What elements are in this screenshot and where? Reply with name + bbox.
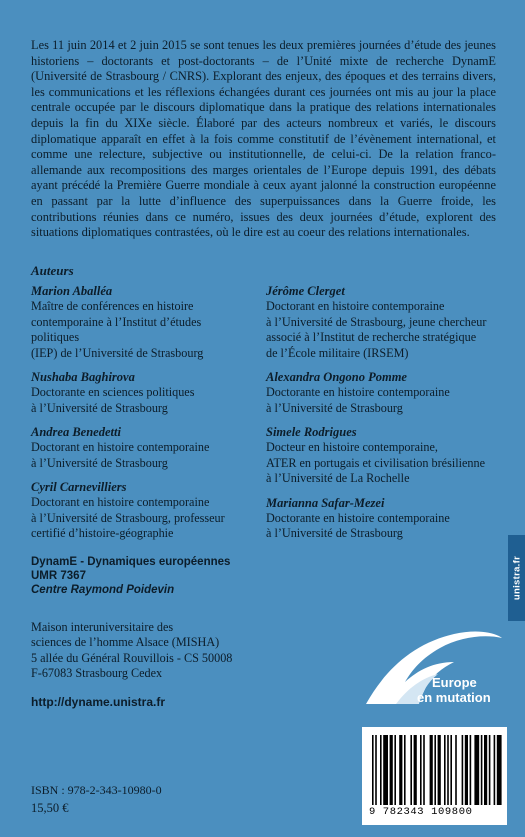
author-entry [266,424,496,487]
logo-text-en-mutation: en mutation [417,690,491,705]
address-line: 5 allée du Général Rouvillois - CS 50008 [31,650,233,665]
author-entry [31,283,251,361]
author-entry [31,369,251,416]
side-tab-label: unistra.fr [511,555,522,601]
author-description: Doctorante en sciences politiques à l’Université de Strasbourg [31,385,195,415]
author-description: Doctorant en histoire contemporaine à l’Université de Strasbourg, jeune chercheur associé à l’Institut de recherche stratégique de l’École militaire (IRSEM) [266,299,487,360]
author-name: Marion Aballéa [31,284,113,298]
author-description: Doctorante en histoire contemporaine à l’Université de Strasbourg [266,385,450,415]
author-name: Jérôme Clerget [266,284,345,298]
address-block [31,620,232,682]
author-description: Maître de conférences en histoire contemporaine à l’Institut d’études politiques (IEP) de l’Université de Strasbourg [31,299,204,360]
publisher-centre: Centre Raymond Poidevin [31,584,175,596]
author-entry [266,369,496,416]
address-line: sciences de l’homme Alsace (MISHA) [31,635,220,650]
author-name: Cyril Carnevilliers [31,480,127,494]
author-entry [266,495,496,542]
author-description: Doctorante en histoire contemporaine à l’Université de Strasbourg [266,510,450,540]
authors-column-left [31,283,251,550]
publisher-name: DynamE [31,556,78,568]
isbn: ISBN : 978-2-343-10980-0 [31,783,162,797]
author-entry [31,424,251,471]
abstract-text: Les 11 juin 2014 et 2 juin 2015 se sont tenues les deux premières journées d’étude des jeunes historiens – doctorants et post-doctorants – de l’Unité mixte de recherche DynamE (Université de Strasbourg / CNRS). Explorant des enjeux, des époques et des terrains divers, les communications et les réflexions échangées durant ces journées ont mis au jour la place centrale occupée par le discours diplomatique dans la pratique des relations internationales depuis la fin du XIXe siècle. Élaboré par des acteurs nombreux et variés, le discours diplomatique apparaît en effet à la fois comme constitutif de l’évènement international, et comme une relecture, subjective ou institutionnelle, de celui-ci. De la relation franco-allemande aux recompositions des marges orientales de l’Europe depuis 1991, des débats ayant précédé la Première Guerre mondiale à ceux ayant jalonné la construction européenne en passant par la lutte d’influence des superpuissances dans la Guerre froide, les contributions réunies dans ce numéro, issues des deux journées d’étude, explorent des situations diplomatiques contrastées, où le dire est au coeur des relations internationales. [31,38,496,240]
publisher-umr: UMR 7367 [31,570,86,582]
address-line: F-67083 Strasbourg Cedex [31,666,163,681]
price: 15,50 € [31,801,69,815]
website-link[interactable]: http://dyname.unistra.fr [31,695,166,709]
publisher-tagline: - Dynamiques européennes [77,556,231,568]
logo-text-europe: Europe [432,675,477,690]
author-name: Alexandra Ongono Pomme [266,370,407,384]
author-name: Marianna Safar-Mezei [266,495,385,510]
author-entry [31,479,251,542]
author-description: Doctorant en histoire contemporaine à l’Université de Strasbourg, professeur certifié d’histoire-géographie [31,495,225,540]
author-description: Docteur en histoire contemporaine, ATER en portugais et civilisation brésilienne à l’Université de La Rochelle [266,440,485,485]
authors-column-right [266,283,496,550]
address-line: Maison interuniversitaire des [31,620,174,634]
authors-heading: Auteurs [31,263,74,278]
author-description: Doctorant en histoire contemporaine à l’Université de Strasbourg [31,440,210,470]
author-name: Andrea Benedetti [31,425,121,439]
author-name: Simele Rodrigues [266,425,357,439]
barcode-number: 9 782343 109800 [369,806,473,818]
publisher-block [31,555,230,597]
author-entry [266,283,496,361]
unistra-side-tab [508,535,525,621]
author-name: Nushaba Baghirova [31,370,135,384]
